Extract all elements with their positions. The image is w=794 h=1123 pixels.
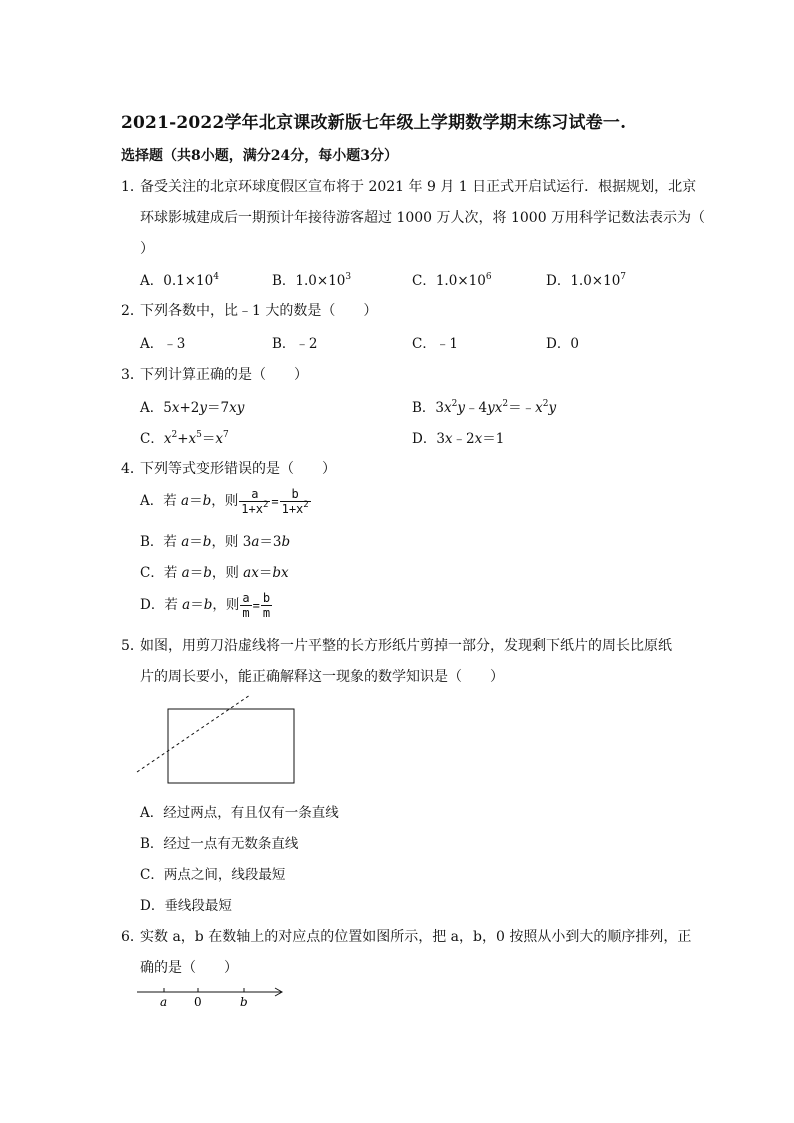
option-b: B．$1.0\times 10^3$ <box>272 272 352 289</box>
fraction: $\frac{b}{m}$ <box>262 590 271 620</box>
question-number: 4． <box>121 461 144 477</box>
option-b: B．$3x^2y﹣4yx^2=﹣x^2y$ <box>412 399 557 416</box>
option-a: A．经过两点，有且仅有一条直线 <box>140 805 339 821</box>
option-a: A．若 a＝b，则 $\frac{a}{1+x^2}$ = $\frac{b}{1+x^2}$ <box>140 486 309 516</box>
question-text-line: 如图，用剪刀沿虚线将一片平整的长方形纸片剪掉一部分，发现剩下纸片的周长比原纸 <box>140 638 672 654</box>
option-c: C．﹣1 <box>412 336 458 352</box>
fraction: $\frac{a}{1+x^2}$ <box>241 486 269 516</box>
question-text-line: 片的周长要小，能正确解释这一现象的数学知识是（ ） <box>140 669 504 685</box>
question-text-line: 环球影城建成后一期预计年接待游客超过 1000 万人次，将 1000 万用科学记数法表示为（ <box>140 210 706 226</box>
number-line <box>134 984 290 1010</box>
question-text-line: 下列等式变形错误的是（ ） <box>140 461 336 477</box>
option-d: D．0 <box>546 336 579 352</box>
option-a: A．5x+2y＝7xy <box>140 400 245 416</box>
question-text-line: ） <box>140 241 154 257</box>
question-number: 3． <box>121 367 144 383</box>
option-c: C．$1.0\times 10^6$ <box>412 272 492 289</box>
option-c: C．$x^2+x^5=x^7$ <box>140 430 229 447</box>
fraction: $\frac{a}{m}$ <box>242 590 250 620</box>
question-text-line: 下列计算正确的是（ ） <box>140 367 308 383</box>
option-b: B．﹣2 <box>272 336 318 352</box>
paper-rectangle <box>168 709 294 783</box>
rectangle-cut-figure <box>134 688 304 792</box>
fraction: $\frac{b}{1+x^2}$ <box>281 486 309 516</box>
question-text-line: 确的是（ ） <box>140 960 238 976</box>
section-heading: 选择题（共8小题，满分24分，每小题3分） <box>121 148 398 164</box>
question-text-line: 下列各数中，比﹣1 大的数是（ ） <box>140 303 378 319</box>
question-number: 1． <box>121 179 144 195</box>
option-b: B．若 a＝b，则 3a＝3b <box>140 534 291 550</box>
question-number: 5． <box>121 638 144 654</box>
option-c: C．若 a＝b，则 ax＝bx <box>140 565 289 581</box>
axis-label-zero: 0 <box>194 995 202 1009</box>
option-c: C．两点之间，线段最短 <box>140 867 286 883</box>
option-b: B．经过一点有无数条直线 <box>140 836 299 852</box>
option-d: D．$1.0\times 10^7$ <box>546 272 627 289</box>
axis-label-b: b <box>240 995 248 1009</box>
option-a: A．$0.1\times 10^4$ <box>140 272 219 289</box>
option-d: D．3x﹣2x＝1 <box>412 431 505 447</box>
cut-dashed-line <box>137 695 250 772</box>
axis-label-a: a <box>160 995 168 1009</box>
option-d: D．若 a＝b，则 $\frac{a}{m}$ = $\frac{b}{m}$ <box>140 590 271 620</box>
page-title: 2021-2022学年北京课改新版七年级上学期数学期末练习试卷一. <box>121 113 627 133</box>
question-text-line: 备受关注的北京环球度假区宣布将于 2021 年 9 月 1 日正式开启试运行．根据规划，北京 <box>140 179 697 195</box>
question-text-line: 实数 a，b 在数轴上的对应点的位置如图所示，把 a，b，0 按照从小到大的顺序排列，正 <box>140 929 692 945</box>
question-number: 2． <box>121 303 144 319</box>
option-a: A．﹣3 <box>140 336 186 352</box>
question-number: 6． <box>121 929 144 945</box>
option-d: D．垂线段最短 <box>140 898 232 914</box>
